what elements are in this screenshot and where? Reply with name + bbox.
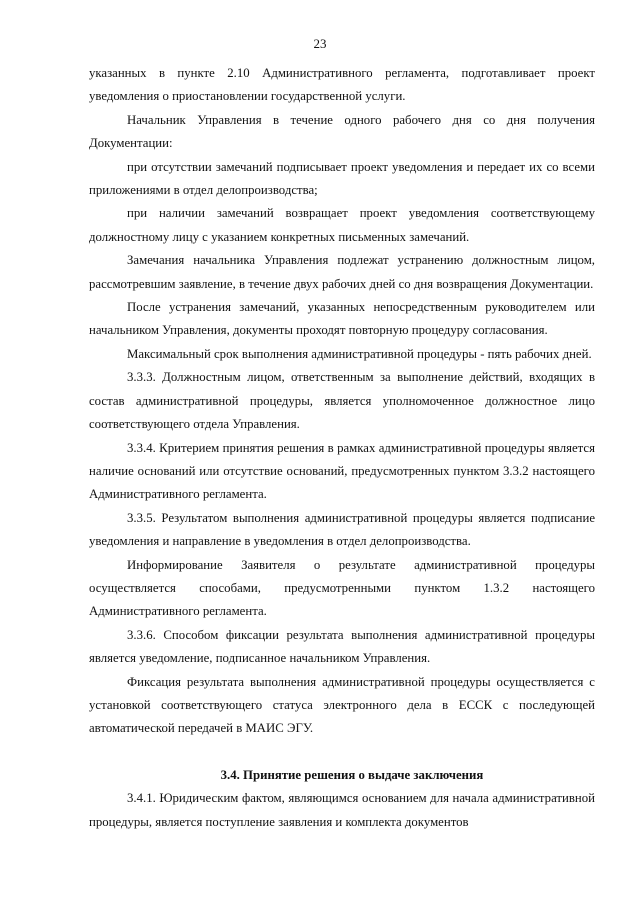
- paragraph-with-remarks: при наличии замечаний возвращает проект уведомления соответствующему должностному лицу с указанием конкретных письменных замечаний.: [89, 206, 595, 244]
- paragraph-3-3-5: 3.3.5. Результатом выполнения административной процедуры является подписание уведомления и направление в уведомления в отдел делопроизводства.: [89, 510, 595, 549]
- paragraph-3-4-1: 3.4.1. Юридическим фактом, являющимся основанием для начала административной процедуры, является поступление заявления и комплекта документов: [89, 791, 595, 829]
- paragraph-3-3-3: 3.3.3. Должностным лицом, ответственным за выполнение действий, входящих в состав административной процедуры, является уполномоченное должностное лицо соответствующего отдела Управления.: [89, 370, 595, 432]
- paragraph-re-approval: После устранения замечаний, указанных непосредственным руководителем или начальником Управления, документы проходят повторную процедуру согласования.: [89, 300, 595, 338]
- page-body: [89, 62, 595, 834]
- section-spacer: [89, 741, 595, 764]
- paragraph-3-3-6: 3.3.6. Способом фиксации результата выполнения административной процедуры является уведомление, подписанное начальником Управления.: [89, 627, 595, 666]
- section-heading: 3.4. Принятие решения о выдаче заключения: [220, 767, 484, 782]
- paragraph-head-review: Начальник Управления в течение одного рабочего дня со дня получения Документации:: [89, 112, 595, 151]
- paragraph-3-3-4: 3.3.4. Критерием принятия решения в рамках административной процедуры является наличие оснований или отсутствие оснований, предусмотренных пунктом 3.3.2 настоящего Административного регламента.: [89, 440, 595, 502]
- page-number: 23: [313, 36, 327, 51]
- paragraph-fixation: Фиксация результата выполнения административной процедуры осуществляется с установкой соответствующего статуса электронного дела в ЕССК с последующей автоматической передачей в МАИС ЭГУ.: [89, 674, 595, 736]
- paragraph-informing: Информирование Заявителя о результате административной процедуры осуществляется способами, предусмотренными пунктом 1.3.2 настоящего Административного регламента.: [89, 557, 595, 619]
- paragraph-continuation: указанных в пункте 2.10 Административного регламента, подготавливает проект уведомления о приостановлении государственной услуги.: [89, 66, 595, 104]
- paragraph-remarks-elimination: Замечания начальника Управления подлежат устранению должностным лицом, рассмотревшим заявление, в течение двух рабочих дней со дня возвращения Документации.: [89, 253, 595, 291]
- paragraph-no-remarks: при отсутствии замечаний подписывает проект уведомления и передает их со всеми приложениями в отдел делопроизводства;: [89, 159, 595, 198]
- paragraph-max-term: Максимальный срок выполнения административной процедуры - пять рабочих дней.: [127, 346, 592, 361]
